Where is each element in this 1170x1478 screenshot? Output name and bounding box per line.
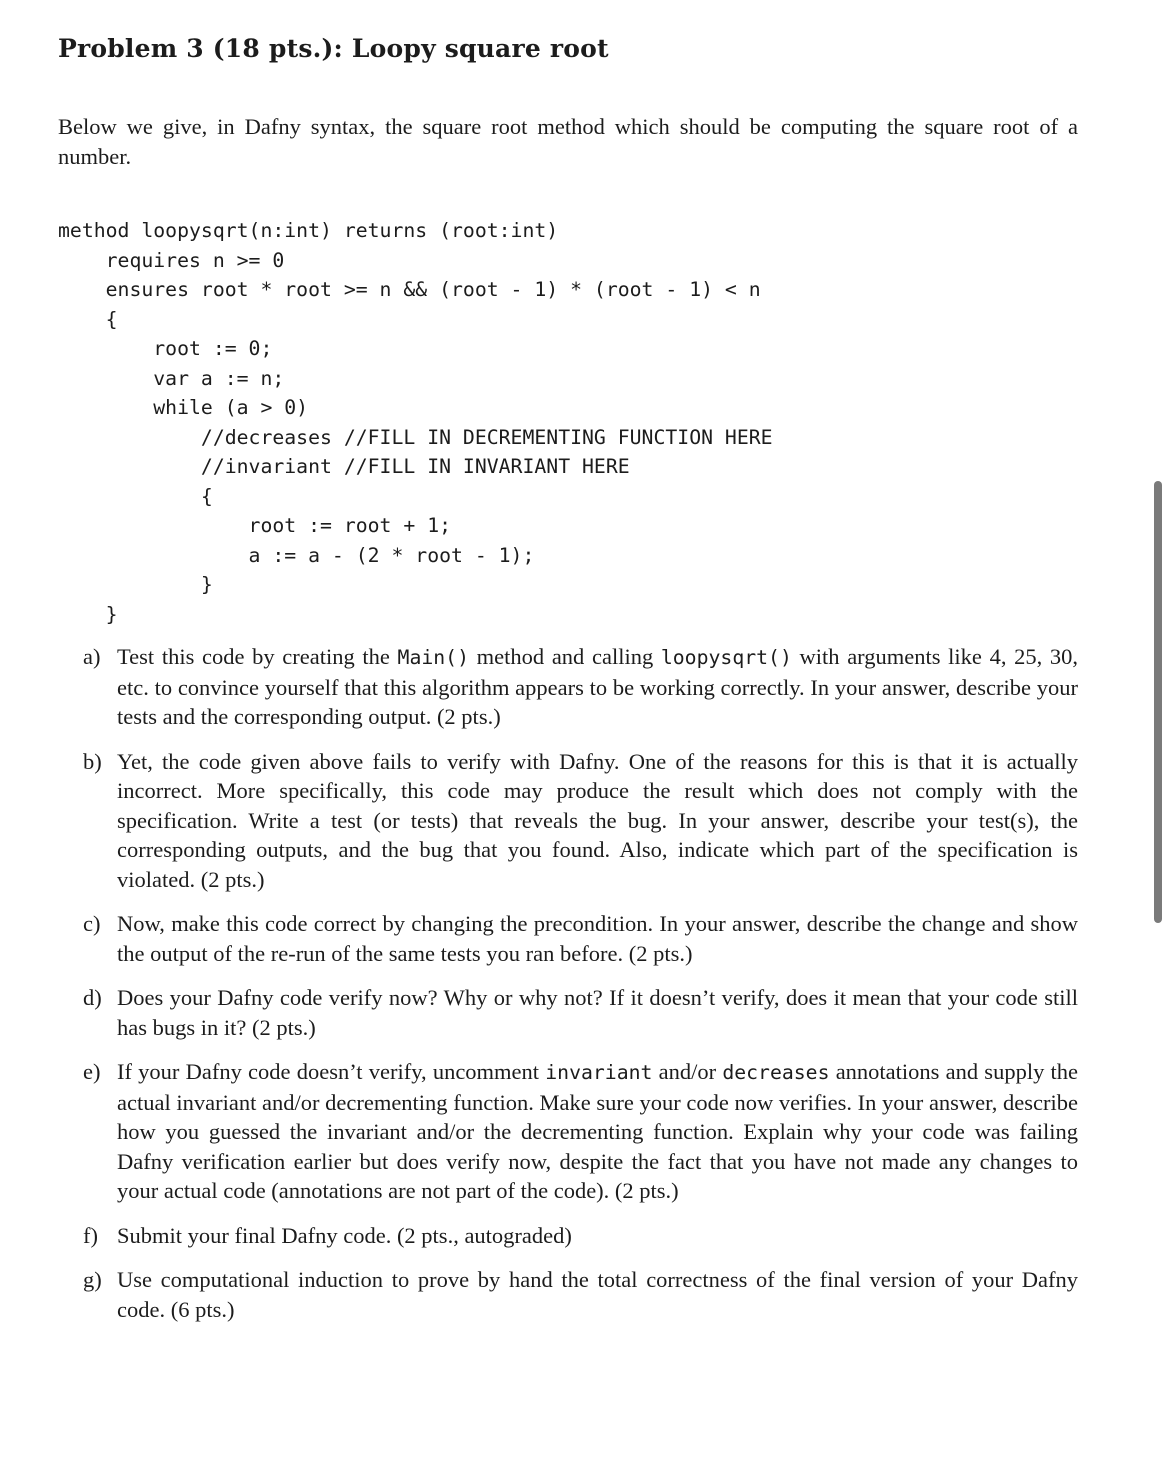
code-block (58, 216, 773, 629)
code-line: requires n >= 0 (58, 248, 285, 272)
problem-title: Problem 3 (18 pts.): Loopy square root (58, 34, 609, 63)
question-text (117, 909, 1078, 968)
question-text-run: Test this code by creating the (117, 644, 398, 669)
question-text-run: Yet, the code given above fails to verify with Dafny. One of the reasons for this is that it is actually incorrect. More specifically, this code may produce the result which does not comply with the specification. Write a test (or tests) that reveals the bug. In your answer, describe your test(s), the corresponding outputs, and the bug that you found. Also, indicate which part of the specification is violated. (2 pts.) (117, 748, 1078, 892)
question-item (83, 1057, 1078, 1206)
question-item (83, 1265, 1078, 1324)
code-line: method loopysqrt(n:int) returns (root:int) (58, 219, 559, 242)
question-text-run: and/or (652, 1059, 723, 1084)
question-item (83, 747, 1078, 895)
question-text (117, 642, 1078, 732)
question-list (83, 642, 1078, 1339)
code-line: root := 0; (58, 337, 273, 360)
code-line: var a := n; (58, 366, 285, 390)
inline-code: decreases (722, 1061, 830, 1084)
inline-code: loopysqrt() (660, 646, 792, 669)
question-text (117, 1265, 1078, 1324)
question-text (117, 1057, 1078, 1206)
question-text-run: If your Dafny code doesn’t verify, uncomment (117, 1059, 546, 1084)
question-item (83, 642, 1078, 732)
code-line: { (58, 484, 213, 508)
code-line: while (a > 0) (58, 396, 309, 419)
question-text-run: with arguments like 4, 25, 30, etc. to convince yourself that this algorithm appears to be working correctly. In your answer, describe your tests and the corresponding output. (2 pts.) (117, 644, 1079, 729)
scrollbar[interactable] (1154, 481, 1162, 923)
inline-code: invariant (545, 1061, 653, 1084)
code-line: a := a - (2 * root - 1); (58, 543, 535, 567)
intro-paragraph: Below we give, in Dafny syntax, the square root method which should be computing the square root of a number. (58, 114, 1078, 169)
question-text-run: annotations and supply the actual invariant and/or decrementing function. Make sure your code now verifies. In your answer, describe how you guessed the invariant and/or the decrementing function. Explain why your code was failing Dafny verification earlier but does verify now, despite the fact that you have not made any changes to your actual code (annotations are not part of the code). (2 pts.) (117, 1059, 1078, 1203)
question-text (117, 1221, 1078, 1251)
code-line: ensures root * root >= n && (root - 1) * (root - 1) < n (58, 278, 761, 301)
question-item (83, 983, 1078, 1042)
question-text-run: Does your Dafny code verify now? Why or why not? If it doesn’t verify, does it mean that your code still has bugs in it? (2 pts.) (117, 985, 1078, 1040)
question-label: e) (83, 1059, 101, 1084)
question-label: d) (83, 985, 102, 1010)
code-line: //invariant //FILL IN INVARIANT HERE (58, 455, 630, 478)
question-item (83, 909, 1078, 968)
code-line: { (58, 307, 118, 331)
code-line: } (58, 573, 213, 596)
question-label: b) (83, 748, 102, 774)
code-line: } (58, 602, 118, 626)
question-text-run: Submit your final Dafny code. (2 pts., autograded) (117, 1222, 572, 1248)
question-item (83, 1221, 1078, 1251)
question-label: g) (83, 1267, 102, 1292)
question-text-run: Use computational induction to prove by hand the total correctness of the final version of your Dafny code. (6 pts.) (117, 1267, 1078, 1322)
question-label: f) (83, 1222, 98, 1248)
question-text (117, 983, 1078, 1042)
code-line: root := root + 1; (58, 514, 452, 537)
question-label: a) (83, 644, 101, 669)
question-text (117, 747, 1078, 895)
question-text-run: method and calling (469, 644, 661, 669)
inline-code: Main() (397, 646, 470, 669)
question-text-run: Now, make this code correct by changing the precondition. In your answer, describe the change and show the output of the re-run of the same tests you ran before. (2 pts.) (117, 911, 1078, 966)
code-line: //decreases //FILL IN DECREMENTING FUNCTION HERE (58, 425, 773, 449)
question-label: c) (83, 911, 101, 936)
